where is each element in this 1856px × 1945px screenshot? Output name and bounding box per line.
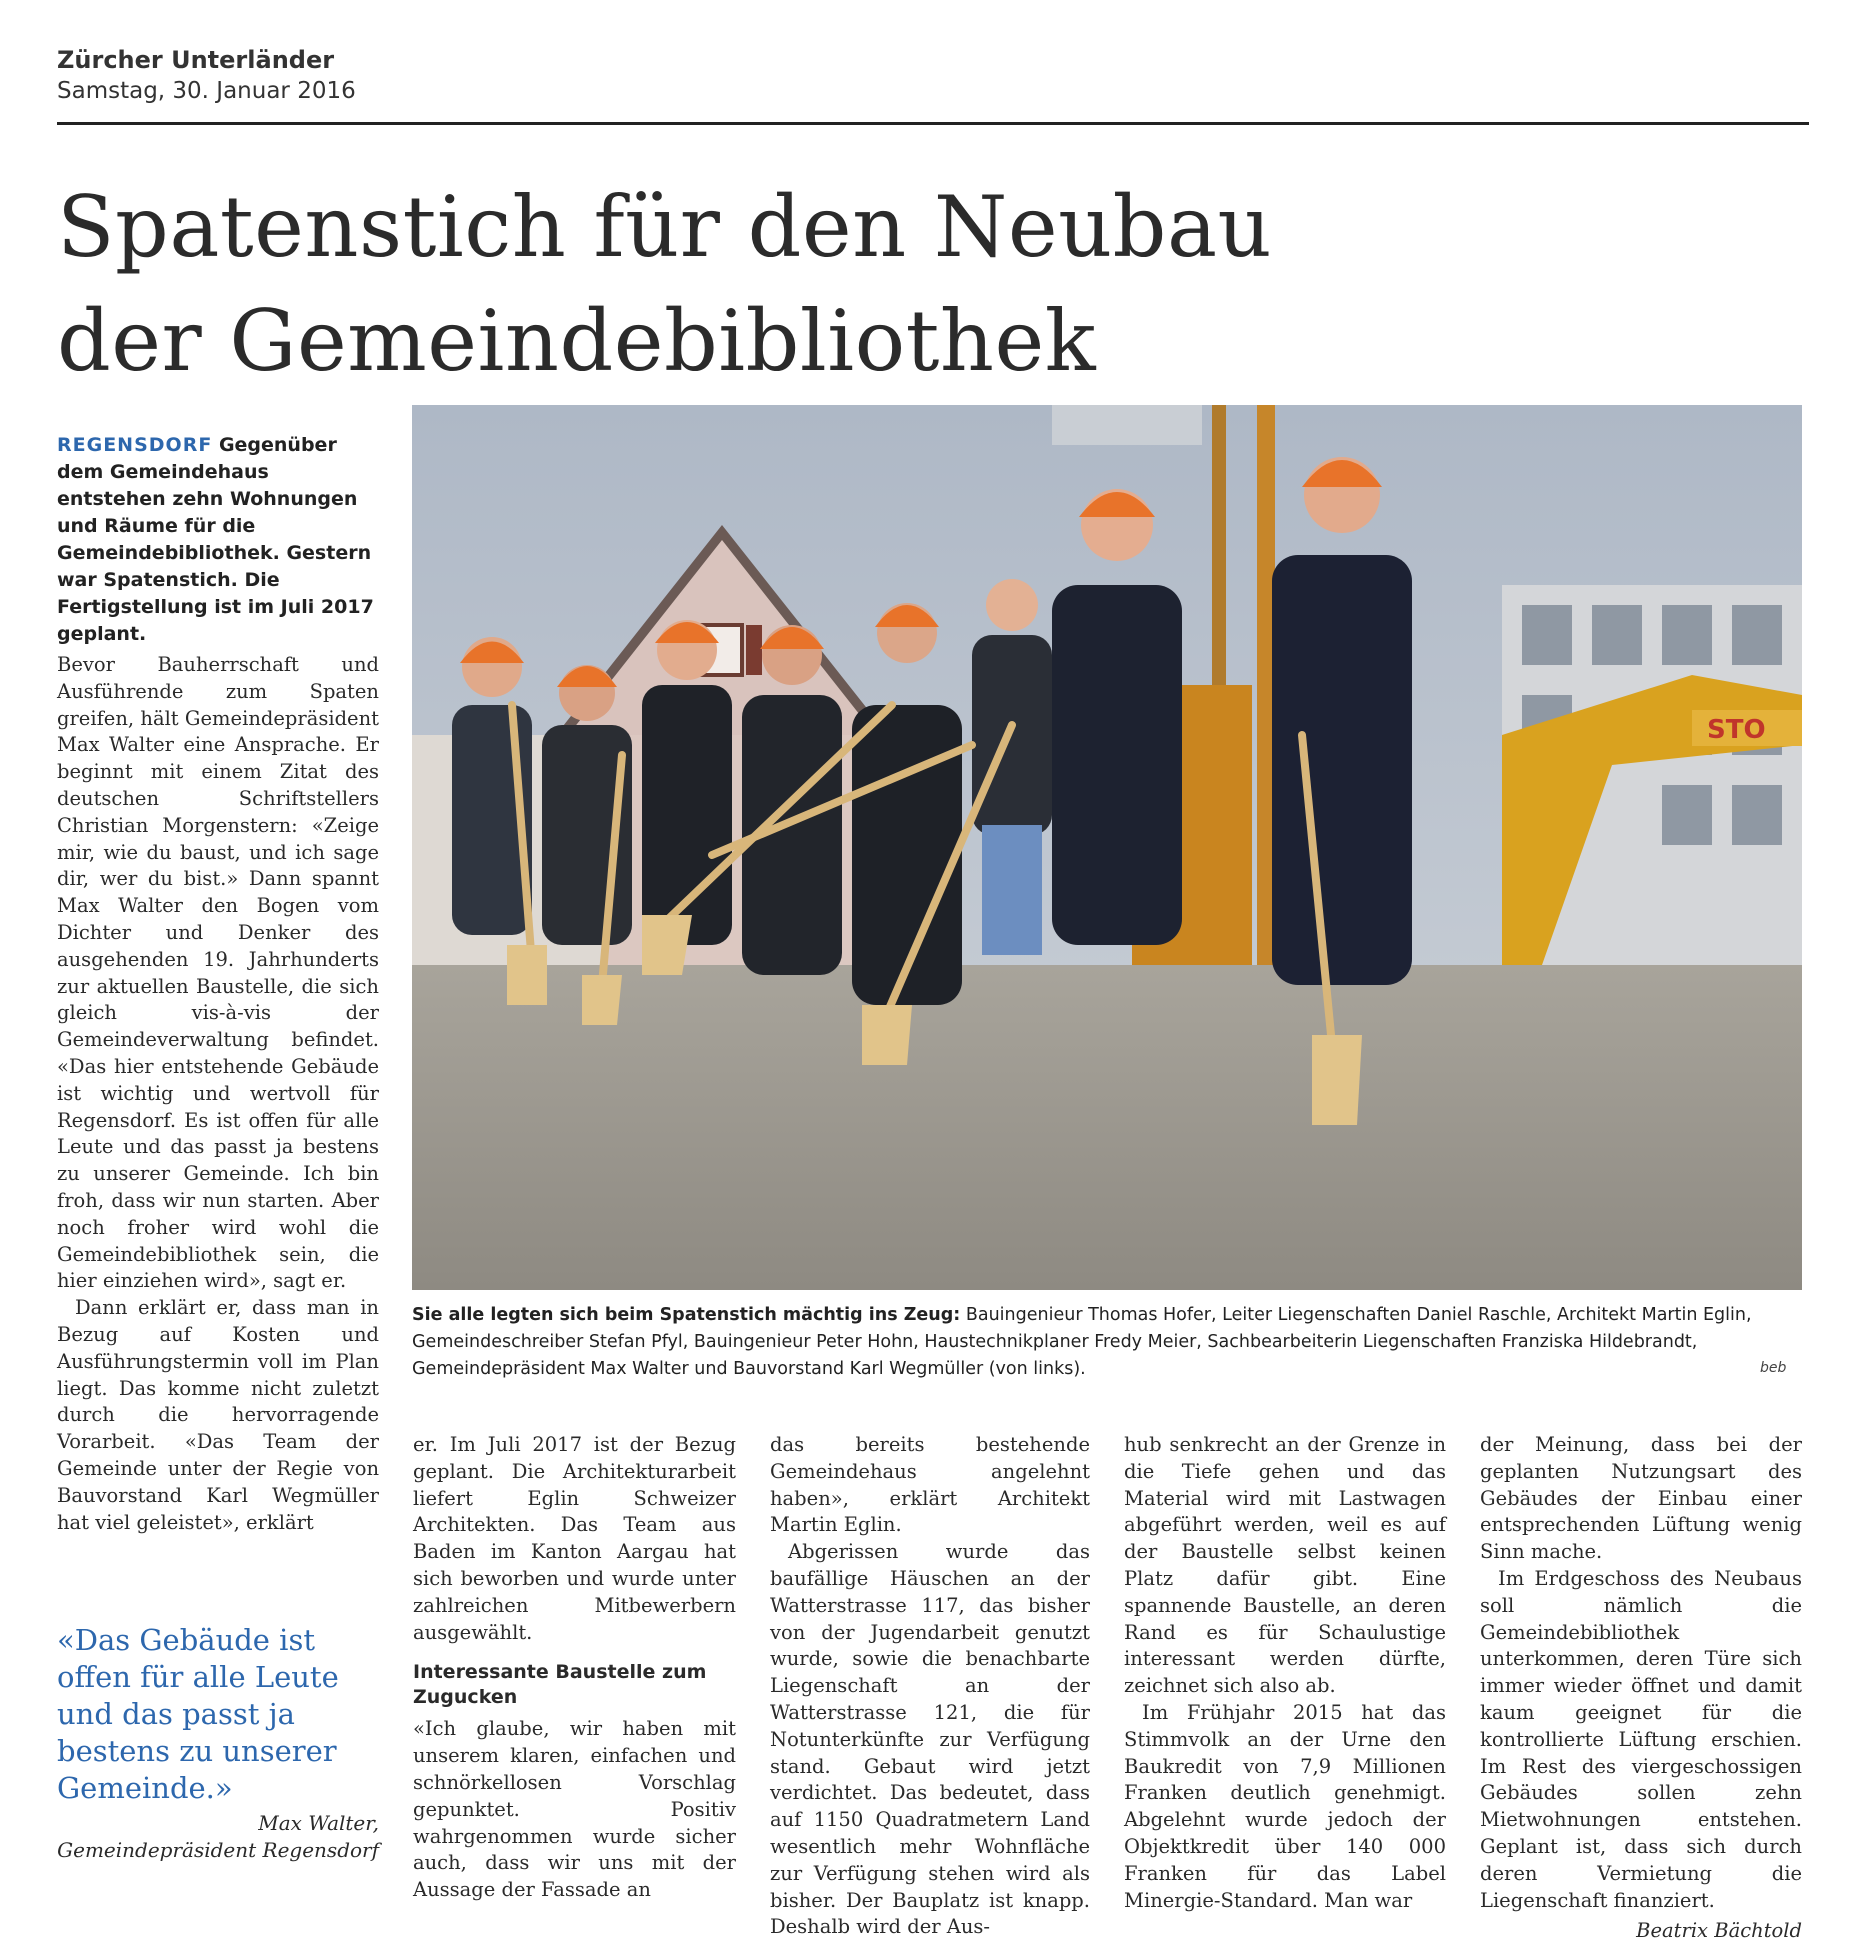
body-paragraph: Bevor Bauherrschaft und Ausführende zum Spaten greifen, hält Gemeindepräsident Max Walter eine Ansprache. Er beginnt mit einem Zitat des deutschen Schriftstellers Christian Morgenstern: «Zeige mir, wie du baust, und ich sage dir, wer du bist.» Dann spannt Max Walter den Bogen vom Dichter und Denker des ausgehenden 19. Jahrhunderts zur aktuellen Baustelle, die sich gleich vis-à-vis der Gemeindeverwaltung befindet. «Das hier entstehende Gebäude ist wichtig und wertvoll für Regensdorf. Es ist offen für alle Leute und das passt ja bestens zu unserer Gemeinde. Ich bin froh, dass wir nun starten. Aber noch froher wird wohl die Gemeindebibliothek sein, die hier einziehen wird», sagt er. <box>57 653 379 1293</box>
article-column-1 <box>57 652 379 1536</box>
body-paragraph: der Meinung, dass bei der geplanten Nutzungsart des Gebäudes der Einbau einer entsprechenden Lüftung wenig Sinn mache. <box>1480 1433 1802 1564</box>
body-paragraph: er. Im Juli 2017 ist der Bezug geplant. Die Architekturarbeit liefert Eglin Schweizer Architekten. Das Team aus Baden im Kanton Aargau hat sich beworben und wurde unter zahlreichen Mitbewerbern ausgewählt. <box>413 1433 736 1644</box>
caption-lead: Sie alle legten sich beim Spatenstich mächtig ins Zeug: <box>412 1305 961 1325</box>
body-paragraph: «Ich glaube, wir haben mit unserem klaren, einfachen und schnörkellosen Vorschlag gepunktet. Positiv wahrgenommen wurde sicher auch, dass wir uns mit der Aussage der Fassade an <box>413 1717 736 1902</box>
body-paragraph: das bereits bestehende Gemeindehaus angelehnt haben», erklärt Architekt Martin Eglin. <box>770 1433 1090 1537</box>
photo-illustration <box>412 405 1802 1290</box>
body-paragraph: Im Erdgeschoss des Neubaus soll nämlich die Gemeindebibliothek unterkommen, deren Türe sich immer wieder öffnet und damit kaum geeignet für die kontrollierte Lüftung erschien. Im Rest des viergeschossigen Gebäudes sollen zehn Mietwohnungen entstehen. Geplant ist, dass sich durch deren Vermietung die Liegenschaft finanziert. <box>1480 1566 1802 1912</box>
body-paragraph: Abgerissen wurde das baufällige Häuschen an der Watterstrasse 117, das bisher von der Jugendarbeit genutzt wurde, sowie die benachbarte Liegenschaft an der Watterstrasse 121, die für Notunterkünfte zur Verfügung stand. Gebaut wird jetzt verdichtet. Das bedeutet, dass auf 1150 Quadratmetern Land wesentlich mehr Wohnfläche zur Verfügung stehen wird als bisher. Der Bauplatz ist knapp. Deshalb wird der Aus- <box>770 1540 1090 1939</box>
lead-text: Gegenüber dem Gemeindehaus entstehen zehn Wohnungen und Räume für die Gemeindebibliothek. Gestern war Spatenstich. Die Fertigstellung ist im Juli 2017 geplant. <box>57 434 374 645</box>
article-column-3 <box>770 1432 1090 1941</box>
issue-date: Samstag, 30. Januar 2016 <box>57 78 356 104</box>
caption-text: Bauingenieur Thomas Hofer, Leiter Liegenschaften Daniel Raschle, Architekt Martin Eglin, Gemeindeschreiber Stefan Pfyl, Bauingenieur Peter Hohn, Haustechnikplaner Fredy Meier, Sachbearbeiterin Liegenschaften Franziska Hildebrandt, Gemeindepräsident Max Walter und Bauvorstand Karl Wegmüller (von links). <box>412 1305 1752 1379</box>
headline-line-1: Spatenstich für den Neubau <box>57 178 1273 276</box>
pull-quote-attribution <box>57 1810 379 1864</box>
pull-quote-name: Max Walter, <box>258 1811 379 1835</box>
photo-credit: beb <box>1760 1360 1787 1376</box>
article-column-2 <box>413 1432 736 1904</box>
photo-caption <box>412 1302 1802 1383</box>
subheading: Interessante Baustelle zum Zugucken <box>413 1661 707 1709</box>
excavator-label: STO <box>1707 715 1766 745</box>
masthead-rule <box>57 122 1809 125</box>
pull-quote: «Das Gebäude ist offen für alle Leute und das passt ja bestens zu unserer Gemeinde.» <box>57 1623 339 1805</box>
body-paragraph: Im Frühjahr 2015 hat das Stimmvolk an der Urne den Baukredit von 7,9 Millionen Franken deutlich genehmigt. Abgelehnt wurde jedoch der Objektkredit über 140 000 Franken für das Label Minergie-Standard. Man war <box>1124 1700 1446 1912</box>
dateline: REGENSDORF <box>57 434 213 456</box>
pull-quote-role: Gemeindepräsident Regensdorf <box>57 1838 379 1862</box>
lead-paragraph <box>57 432 377 648</box>
newspaper-name: Zürcher Unterländer <box>57 46 335 74</box>
body-paragraph: hub senkrecht an der Grenze in die Tiefe gehen und das Material wird mit Lastwagen abgeführt werden, weil es auf der Baustelle selbst keinen Platz dafür gibt. Eine spannende Baustelle, an deren Rand es für Schaulustige interessant werden dürfte, zeichnet sich also ab. <box>1124 1433 1446 1698</box>
groundbreaking-photo <box>412 405 1802 1290</box>
headline <box>57 170 1557 398</box>
author-byline: Beatrix Bächtold <box>1636 1919 1802 1943</box>
article-column-4 <box>1124 1432 1446 1914</box>
article-column-5 <box>1480 1432 1802 1945</box>
headline-line-2: der Gemeindebibliothek <box>57 292 1097 390</box>
body-paragraph: Dann erklärt er, dass man in Bezug auf Kosten und Ausführungstermin voll im Plan liegt. Das komme nicht zuletzt durch die hervorragende Vorarbeit. «Das Team der Gemeinde unter der Regie von Bauvorstand Karl Wegmüller hat viel geleistet», erklärt <box>57 1296 379 1534</box>
